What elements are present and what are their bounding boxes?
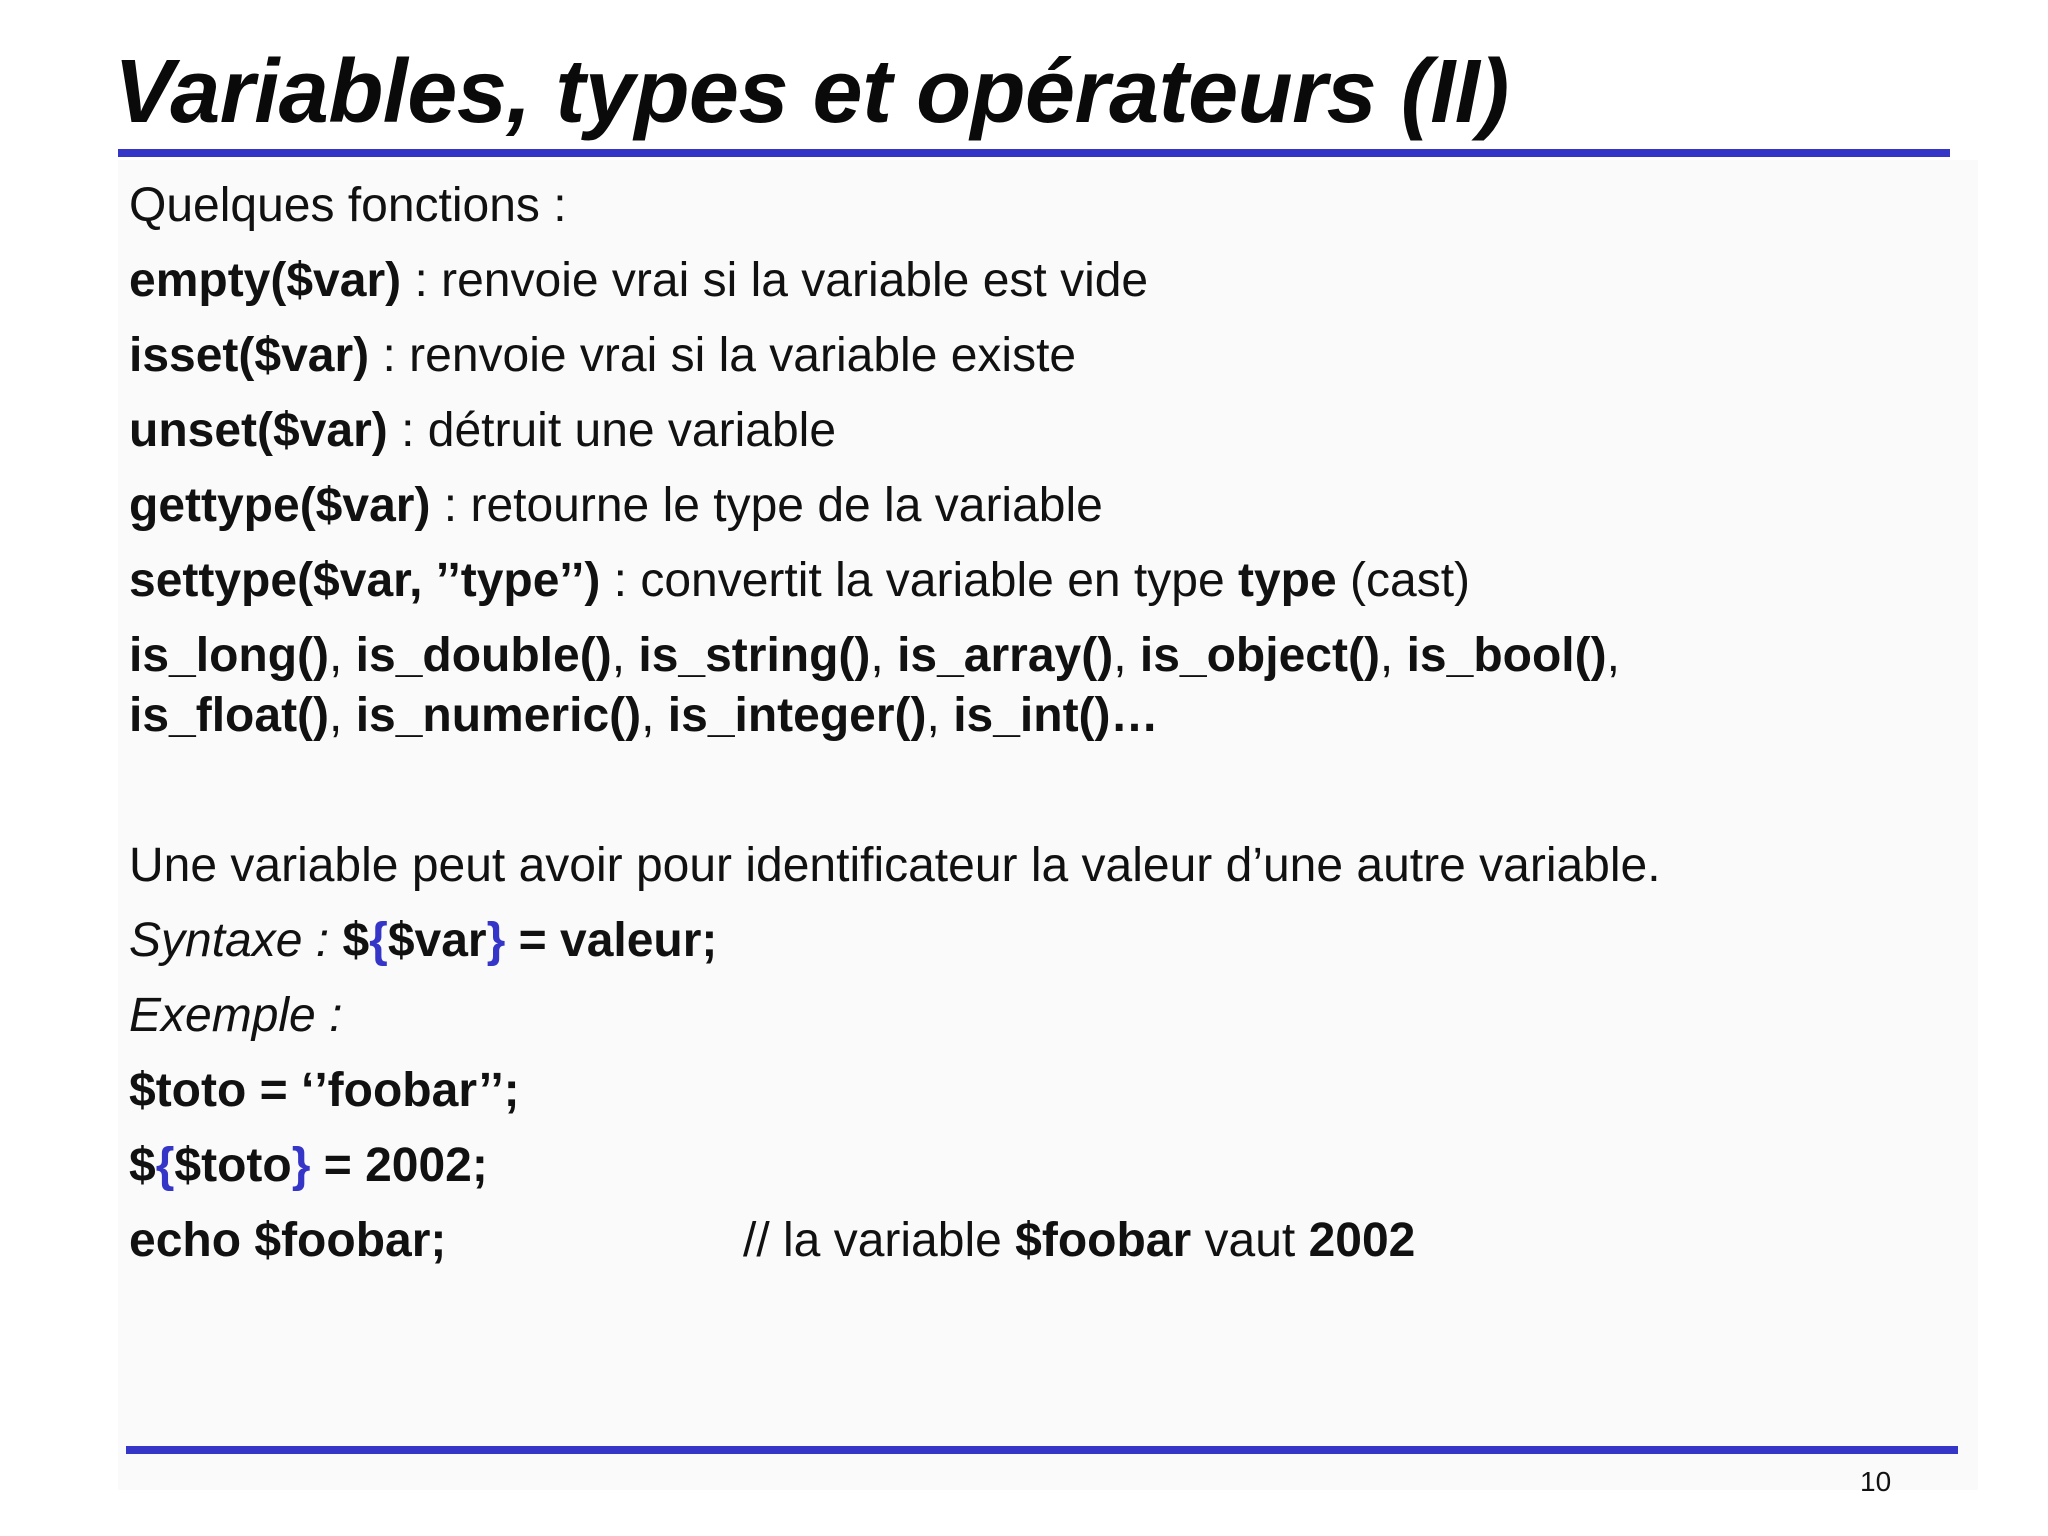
dollar-sign: $ — [342, 914, 370, 967]
dollar-sign: $ — [129, 1139, 156, 1192]
function-name: isset($var) — [129, 329, 370, 382]
comma: , — [611, 629, 639, 682]
brace-close: } — [486, 914, 506, 967]
type-check-function: is_object() — [1139, 629, 1380, 682]
type-check-function: is_double() — [355, 629, 612, 682]
comma: , — [329, 689, 356, 742]
type-checks-line-1 — [129, 626, 1620, 686]
function-line-isset — [129, 326, 1076, 386]
syntax-label: Syntaxe : — [129, 914, 343, 967]
comment-prefix: // la variable — [743, 1214, 1016, 1267]
type-checks-line-2 — [129, 686, 1159, 746]
separator: : — [369, 329, 410, 382]
separator: : — [401, 254, 442, 307]
comma: , — [1606, 629, 1620, 682]
function-line-empty — [129, 251, 1148, 311]
function-line-unset — [129, 401, 836, 461]
title-underline — [118, 149, 1950, 157]
syntax-line — [129, 911, 717, 971]
code-variable: $toto — [174, 1139, 292, 1192]
brace-open: { — [369, 914, 388, 967]
syntax-assignment: = valeur; — [505, 914, 718, 967]
syntax-variable: $var — [387, 914, 487, 967]
type-check-function: is_string() — [638, 629, 871, 682]
footer-rule — [126, 1446, 1958, 1454]
code-assignment: = 2002; — [310, 1139, 488, 1192]
comma: , — [1113, 629, 1140, 682]
comma: , — [329, 629, 356, 682]
example-label: Exemple : — [129, 989, 343, 1042]
slide-title: Variables, types et opérateurs (II) — [114, 42, 1509, 142]
comma: , — [641, 689, 668, 742]
type-check-function: is_int()… — [953, 689, 1159, 742]
function-desc: retourne le type de la variable — [470, 479, 1103, 532]
type-check-function: is_integer() — [667, 689, 927, 742]
function-name: unset($var) — [129, 404, 388, 457]
function-name: empty($var) — [129, 254, 402, 307]
comma: , — [1379, 629, 1407, 682]
separator: : — [387, 404, 428, 457]
function-desc: détruit une variable — [427, 404, 837, 457]
type-keyword: type — [1237, 554, 1337, 607]
code-line-1: $toto = ‘’foobar’’; — [129, 1064, 520, 1117]
code-line-2 — [129, 1136, 488, 1196]
function-line-gettype — [129, 476, 1103, 536]
brace-open: { — [155, 1139, 175, 1192]
function-name: settype($var, ’’type’’) — [129, 554, 601, 607]
type-check-function: is_long() — [129, 629, 329, 682]
function-desc: renvoie vrai si la variable est vide — [441, 254, 1149, 307]
comment-middle: vaut — [1191, 1214, 1309, 1267]
comma: , — [870, 629, 898, 682]
separator: : — [430, 479, 471, 532]
functions-intro: Quelques fonctions : — [129, 179, 567, 232]
comment-value: 2002 — [1308, 1214, 1416, 1267]
function-desc: renvoie vrai si la variable existe — [409, 329, 1077, 382]
brace-close: } — [291, 1139, 311, 1192]
type-check-function: is_bool() — [1406, 629, 1607, 682]
type-check-function: is_float() — [129, 689, 330, 742]
type-check-function: is_array() — [897, 629, 1114, 682]
type-check-function: is_numeric() — [355, 689, 642, 742]
comma: , — [926, 689, 954, 742]
function-suffix: (cast) — [1336, 554, 1471, 607]
function-line-settype — [129, 551, 1470, 611]
comment-variable: $foobar — [1015, 1214, 1192, 1267]
code-line-3: echo $foobar; — [129, 1214, 447, 1267]
code-comment — [743, 1211, 1415, 1271]
function-desc: : convertit la variable en type — [600, 554, 1238, 607]
variable-variables-intro: Une variable peut avoir pour identificateur la valeur d’une autre variable. — [129, 839, 1661, 892]
page-number: 10 — [1860, 1466, 1892, 1497]
function-name: gettype($var) — [129, 479, 431, 532]
